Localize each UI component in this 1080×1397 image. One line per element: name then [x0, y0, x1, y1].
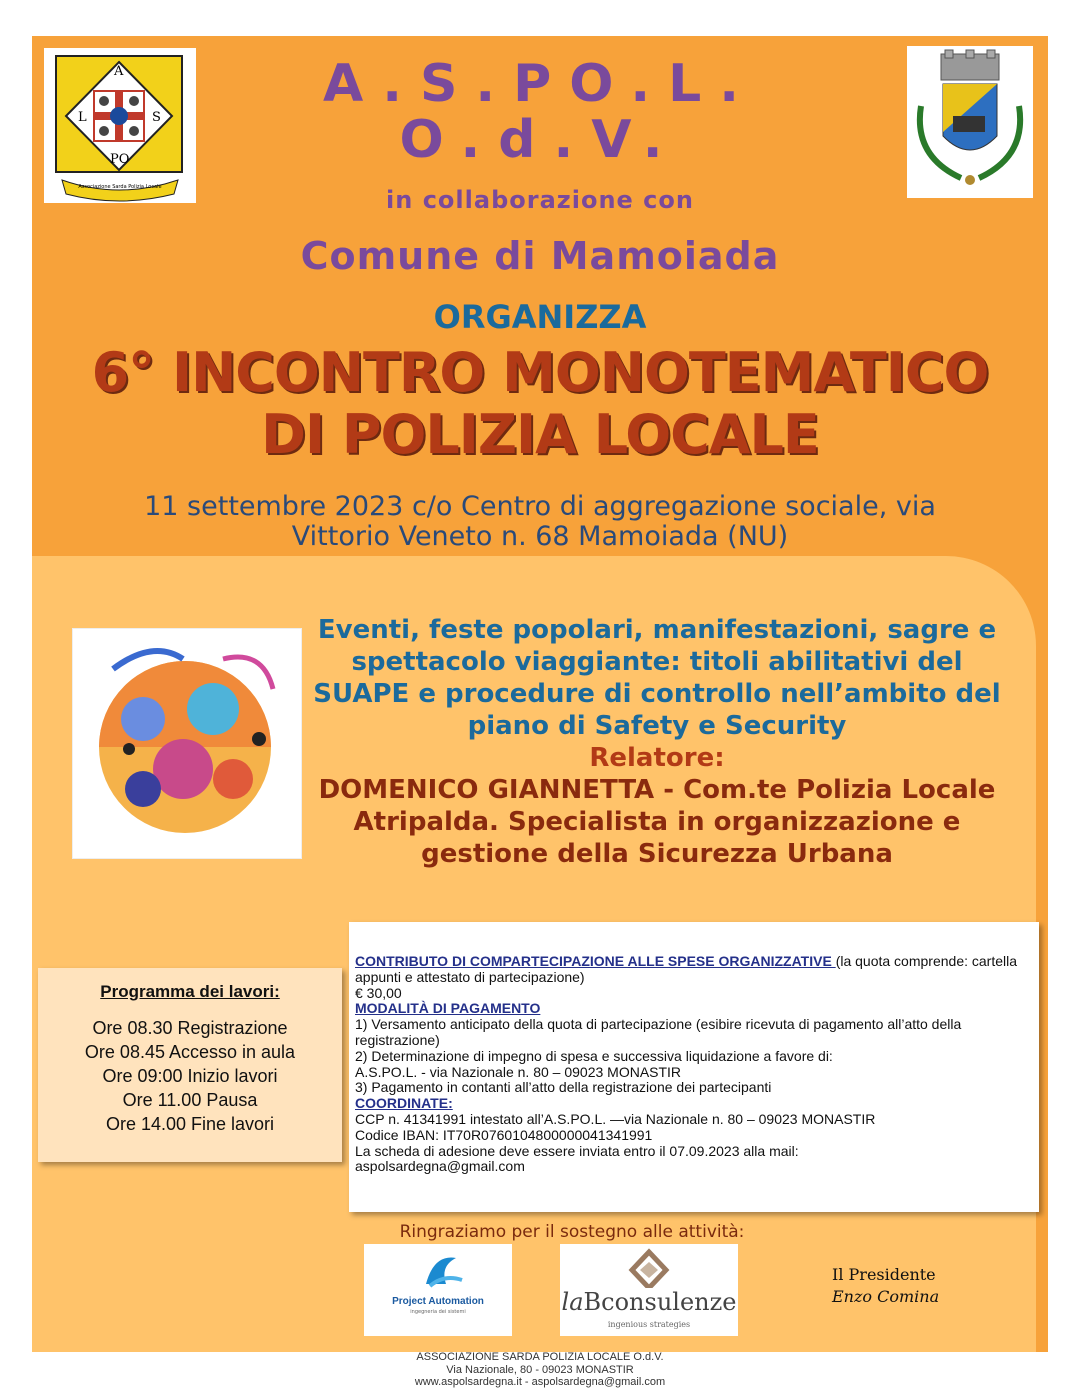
topic-block: [312, 614, 1002, 870]
sponsor2-name-la: la: [561, 1288, 584, 1316]
labconsulenze-logo-icon: [560, 1244, 738, 1288]
comune-name: Comune di Mamoiada: [300, 234, 780, 278]
iban-text: Codice IBAN: IT70R0760104800000041341991: [355, 1126, 653, 1143]
logo-letter-s: S: [152, 110, 161, 125]
sponsor2-name-rest: consulenze: [601, 1288, 737, 1316]
contrib-note: (la quota comprende: cartella appunti e attestato di partecipazione): [355, 953, 1018, 985]
relatore-label: Relatore:: [589, 743, 725, 773]
program-item: Ore 08.45 Accesso in aula: [84, 1042, 296, 1062]
event-title: [32, 342, 1048, 466]
title-line-1: 6° INCONTRO MONOTEMATICO: [91, 341, 989, 404]
sponsor2-sub: ingenious strategies: [607, 1320, 691, 1329]
president-role: Il Presidente: [832, 1265, 936, 1284]
footer-line-3[interactable]: www.aspolsardegna.it - aspolsardegna@gmail.com: [414, 1376, 666, 1388]
poster: [32, 36, 1048, 1352]
date-line-2: Vittorio Veneto n. 68 Mamoiada (NU): [291, 521, 789, 552]
sponsor1-sub: ingegneria dei sistemi: [410, 1309, 466, 1315]
organizza-label: ORGANIZZA: [433, 298, 647, 336]
org-line-1: A.S.PO.L.: [323, 54, 757, 114]
footer-line-1: ASSOCIAZIONE SARDA POLIZIA LOCALE O.d.V.: [416, 1351, 664, 1363]
program-title: Programma dei lavori:: [100, 982, 280, 1001]
event-date-venue: [32, 492, 1048, 552]
collab-text: in collaborazione con: [386, 186, 694, 214]
sponsors-thanks: Ringraziamo per il sostegno alle attività:: [399, 1222, 745, 1242]
logo-letter-a: A: [114, 64, 124, 79]
topic-text: Eventi, feste popolari, manifestazioni, sagre e spettacolo viaggiante: titoli abilitativi del SUAPE e procedure di controllo nell’ambito del piano di Safety e Security: [313, 615, 1001, 741]
program-item: Ore 08.30 Registrazione: [92, 1018, 288, 1038]
signature-block: [832, 1264, 939, 1308]
president-name: Enzo Comina: [832, 1287, 940, 1306]
program-item: Ore 09:00 Inizio lavori: [102, 1066, 278, 1086]
deadline-text: La scheda di adesione deve essere inviata entro il 07.09.2023 alla mail:: [355, 1142, 799, 1159]
program-box: [38, 968, 342, 1162]
date-line-1: 11 settembre 2023 c/o Centro di aggregazione sociale, via: [144, 491, 936, 522]
contact-email[interactable]: aspolsardegna@gmail.com: [355, 1158, 525, 1175]
contrib-heading: CONTRIBUTO DI COMPARTECIPAZIONE ALLE SPESE ORGANIZZATIVE: [355, 953, 836, 969]
sponsor-project-automation: [364, 1244, 512, 1336]
logo-motto: Associazione Sarda Polizia Locale: [78, 184, 162, 190]
title-line-2: DI POLIZIA LOCALE: [261, 403, 819, 466]
sponsor2-name-b: B: [583, 1288, 602, 1316]
payment-option-1: 1) Versamento anticipato della quota di partecipazione (esibire ricevuta di pagamento all’atto della registrazione): [355, 1016, 962, 1048]
speaker-text: DOMENICO GIANNETTA - Com.te Polizia Locale Atripalda. Specialista in organizzazione e gestione della Sicurezza Urbana: [318, 775, 996, 869]
amount: € 30,00: [355, 984, 402, 1001]
payment-info-box: [349, 922, 1039, 1212]
payment-option-2-address: A.S.PO.L. - via Nazionale n. 80 – 09023 MONASTIR: [355, 1063, 682, 1080]
coord-heading: COORDINATE:: [355, 1095, 453, 1112]
logo-letter-po: PO: [110, 152, 130, 167]
sponsor-labconsulenze: [560, 1244, 738, 1336]
footer-line-2: Via Nazionale, 80 - 09023 MONASTIR: [446, 1363, 634, 1376]
footer: [0, 1351, 1080, 1389]
program-item: Ore 14.00 Fine lavori: [105, 1114, 275, 1134]
sponsor2-name: [560, 1288, 738, 1316]
crowd-illustration-icon: [73, 629, 301, 858]
festival-illustration: [72, 628, 302, 859]
contrib-row: [355, 954, 1031, 986]
org-line-2: O.d.V.: [399, 110, 681, 170]
org-name: [32, 56, 1048, 168]
ccp-text: CCP n. 41341991 intestato all’A.S.PO.L. —via Nazionale n. 80 – 09023 MONASTIR: [355, 1110, 876, 1127]
project-automation-logo-icon: [364, 1244, 512, 1304]
sponsor1-name: Project Automation: [392, 1296, 484, 1307]
program-item: Ore 11.00 Pausa: [122, 1090, 258, 1110]
payment-option-3: 3) Pagamento in contanti all’atto della registrazione dei partecipanti: [355, 1079, 772, 1096]
logo-letter-l: L: [78, 110, 87, 125]
payment-option-2: 2) Determinazione di impegno di spesa e successiva liquidazione a favore di:: [355, 1047, 833, 1064]
payment-heading: MODALITÀ DI PAGAMENTO: [355, 1000, 541, 1017]
